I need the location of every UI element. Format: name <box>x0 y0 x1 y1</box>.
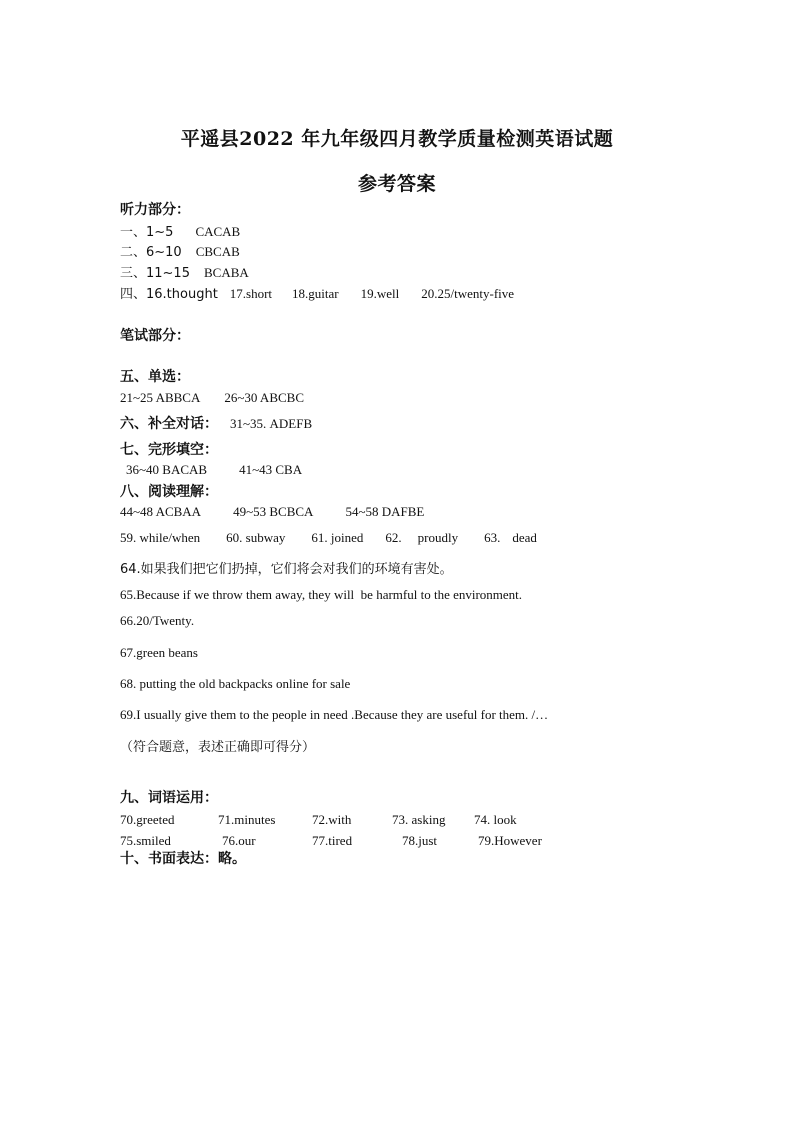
section-8-row-2 <box>120 530 537 546</box>
listening-3-ans: BCABA <box>203 265 249 280</box>
section-9-answer: 75.smiled <box>120 833 171 848</box>
section-9-heading: 九、词语运用： <box>120 790 218 806</box>
section-10-answer: 略。 <box>218 851 246 867</box>
listening-4-item: 20.25/twenty-five <box>421 286 515 301</box>
listening-heading: 听力部分： <box>120 202 190 218</box>
listening-line-2 <box>120 244 240 261</box>
page-subtitle: 参考答案 <box>357 173 436 195</box>
page-title: 平遥县2022 年九年级四月教学质量检测英语试题 <box>180 128 614 150</box>
answer-64: 64.如果我们把它们扔掉，它们将会对我们的环境有害处。 <box>120 562 453 577</box>
section-5-answer: 26~30 ABCBC <box>224 390 304 405</box>
section-7-heading: 七、完形填空： <box>120 442 218 458</box>
section-8-answer: 62. <box>385 530 402 545</box>
section-9-row-1 <box>120 812 517 828</box>
section-5-heading: 五、单选： <box>120 369 190 385</box>
section-8-row-1 <box>120 504 424 520</box>
scoring-note: （符合题意，表述正确即可得分） <box>120 740 316 755</box>
answer-65: 65.Because if we throw them away, they will be harmful to the environment. <box>120 587 523 602</box>
section-9-answer: 74. look <box>474 812 517 827</box>
listening-2-ans: CBCAB <box>195 244 240 259</box>
section-9-answer: 76.our <box>222 833 256 848</box>
listening-4-item: 四、16.thought <box>120 287 218 302</box>
section-8-answer: 63. <box>484 530 501 545</box>
listening-line-4 <box>120 286 514 303</box>
section-8-answer: 60. subway <box>226 530 286 545</box>
listening-4-item: 19.well <box>360 286 400 301</box>
listening-line-3 <box>120 265 249 282</box>
answer-68: 68. putting the old backpacks online for sale <box>120 676 351 691</box>
section-9-answer: 70.greeted <box>120 812 175 827</box>
section-10-heading: 十、书面表达： <box>120 851 218 867</box>
section-9-answer: 73. asking <box>392 812 446 827</box>
section-6-line <box>120 416 312 432</box>
written-heading: 笔试部分： <box>120 328 190 344</box>
section-9-answer: 78.just <box>402 833 438 848</box>
listening-line-1 <box>120 224 240 241</box>
section-7-answer: 41~43 CBA <box>239 462 303 477</box>
section-5-answer: 21~25 ABBCA <box>120 390 201 405</box>
listening-1-ans: CACAB <box>195 224 241 239</box>
section-9-answer: 79.However <box>478 833 542 848</box>
section-9-answer: 72.with <box>312 812 352 827</box>
listening-1-num: 一、1~5 <box>120 225 174 240</box>
section-5-answers <box>120 390 304 406</box>
answer-66: 66.20/Twenty. <box>120 613 195 628</box>
listening-2-num: 二、6~10 <box>120 245 182 260</box>
section-8-answer: 49~53 BCBCA <box>233 504 314 519</box>
section-8-heading: 八、阅读理解： <box>120 484 218 500</box>
section-8-answer: 54~58 DAFBE <box>345 504 425 519</box>
section-8-answer: 44~48 ACBAA <box>120 504 202 519</box>
listening-3-num: 三、11~15 <box>120 266 190 281</box>
listening-4-item: 18.guitar <box>292 286 339 301</box>
section-7-answers <box>126 462 302 478</box>
section-8-answer: 59. while/when <box>120 530 201 545</box>
section-8-answer: proudly <box>417 530 459 545</box>
section-9-answer: 71.minutes <box>218 812 276 827</box>
answer-69: 69.I usually give them to the people in need .Because they are useful for them. /… <box>120 707 549 722</box>
answer-67: 67.green beans <box>120 645 198 660</box>
section-6-answer: 31~35. ADEFB <box>230 416 313 431</box>
section-8-answer: 61. joined <box>311 530 364 545</box>
section-9-row-2 <box>120 833 542 849</box>
section-6-heading: 六、补全对话： <box>120 416 218 432</box>
section-7-answer: 36~40 BACAB <box>126 462 208 477</box>
listening-4-item: 17.short <box>229 286 273 301</box>
section-10-line <box>120 851 246 867</box>
section-8-answer: dead <box>512 530 537 545</box>
section-9-answer: 77.tired <box>312 833 353 848</box>
